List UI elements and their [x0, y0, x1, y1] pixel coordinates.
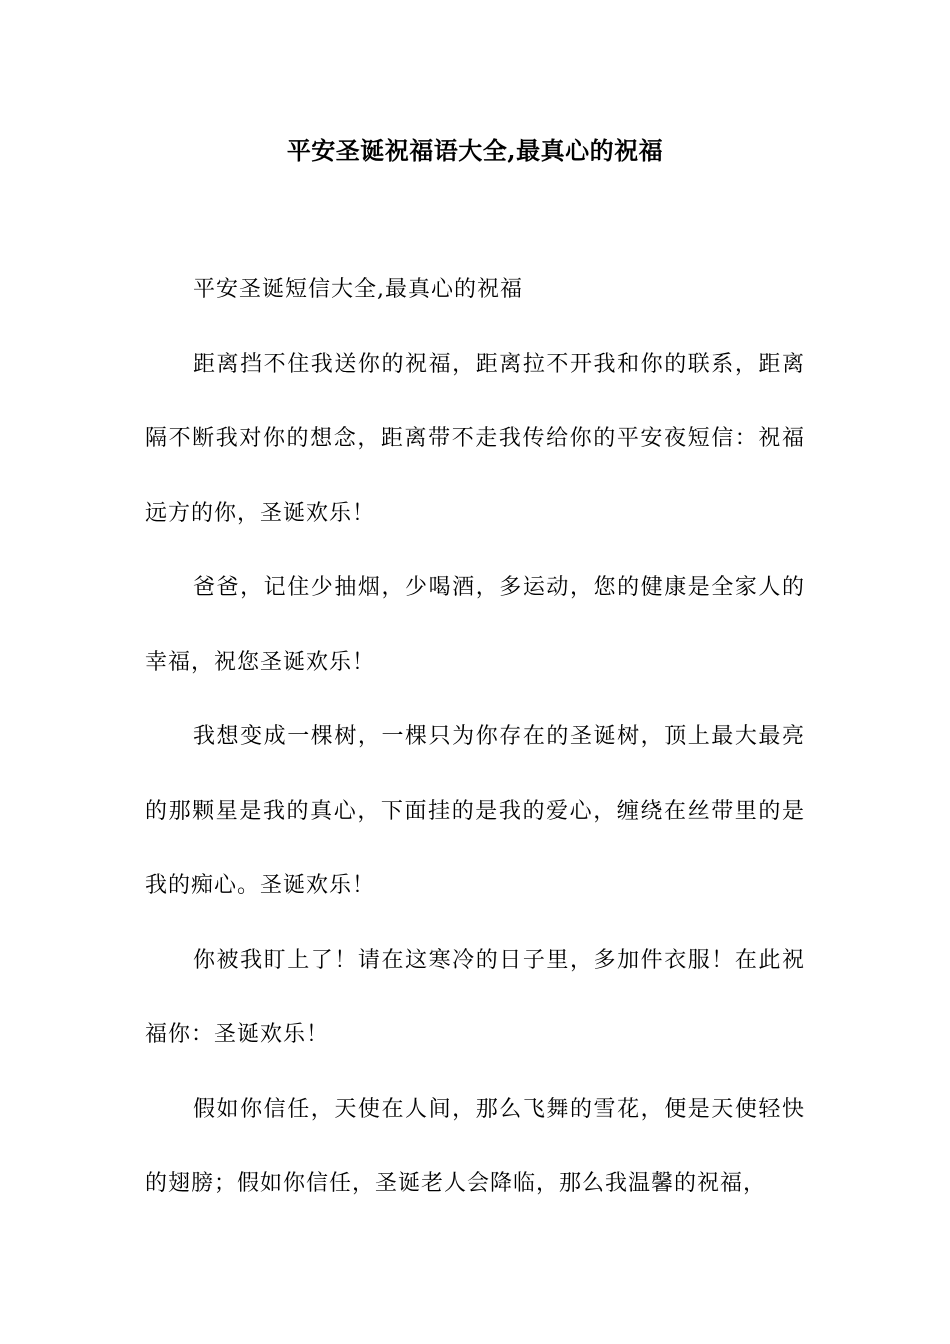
paragraph: 平安圣诞短信大全,最真心的祝福	[193, 277, 523, 302]
paragraph: 假如你信任，天使在人间，那么飞舞的雪花，便是天使轻快的翅膀；假如你信任，圣诞老人会降临，那么我温馨的祝福，	[145, 1096, 805, 1196]
paragraph: 爸爸，记住少抽烟，少喝酒，多运动，您的健康是全家人的幸福，祝您圣诞欢乐！	[145, 575, 805, 675]
paragraph: 我想变成一棵树，一棵只为你存在的圣诞树，顶上最大最亮的那颗星是我的真心，下面挂的是我的爱心，缠绕在丝带里的是我的痴心。圣诞欢乐！	[145, 724, 805, 898]
paragraph: 你被我盯上了！请在这寒冷的日子里，多加件衣服！在此祝福你：圣诞欢乐！	[145, 947, 805, 1047]
document-body	[145, 253, 805, 1222]
paragraph: 距离挡不住我送你的祝福，距离拉不开我和你的联系，距离隔不断我对你的想念，距离带不走我传给你的平安夜短信：祝福远方的你，圣诞欢乐！	[145, 351, 805, 526]
document-title: 平安圣诞祝福语大全,最真心的祝福	[286, 136, 664, 165]
